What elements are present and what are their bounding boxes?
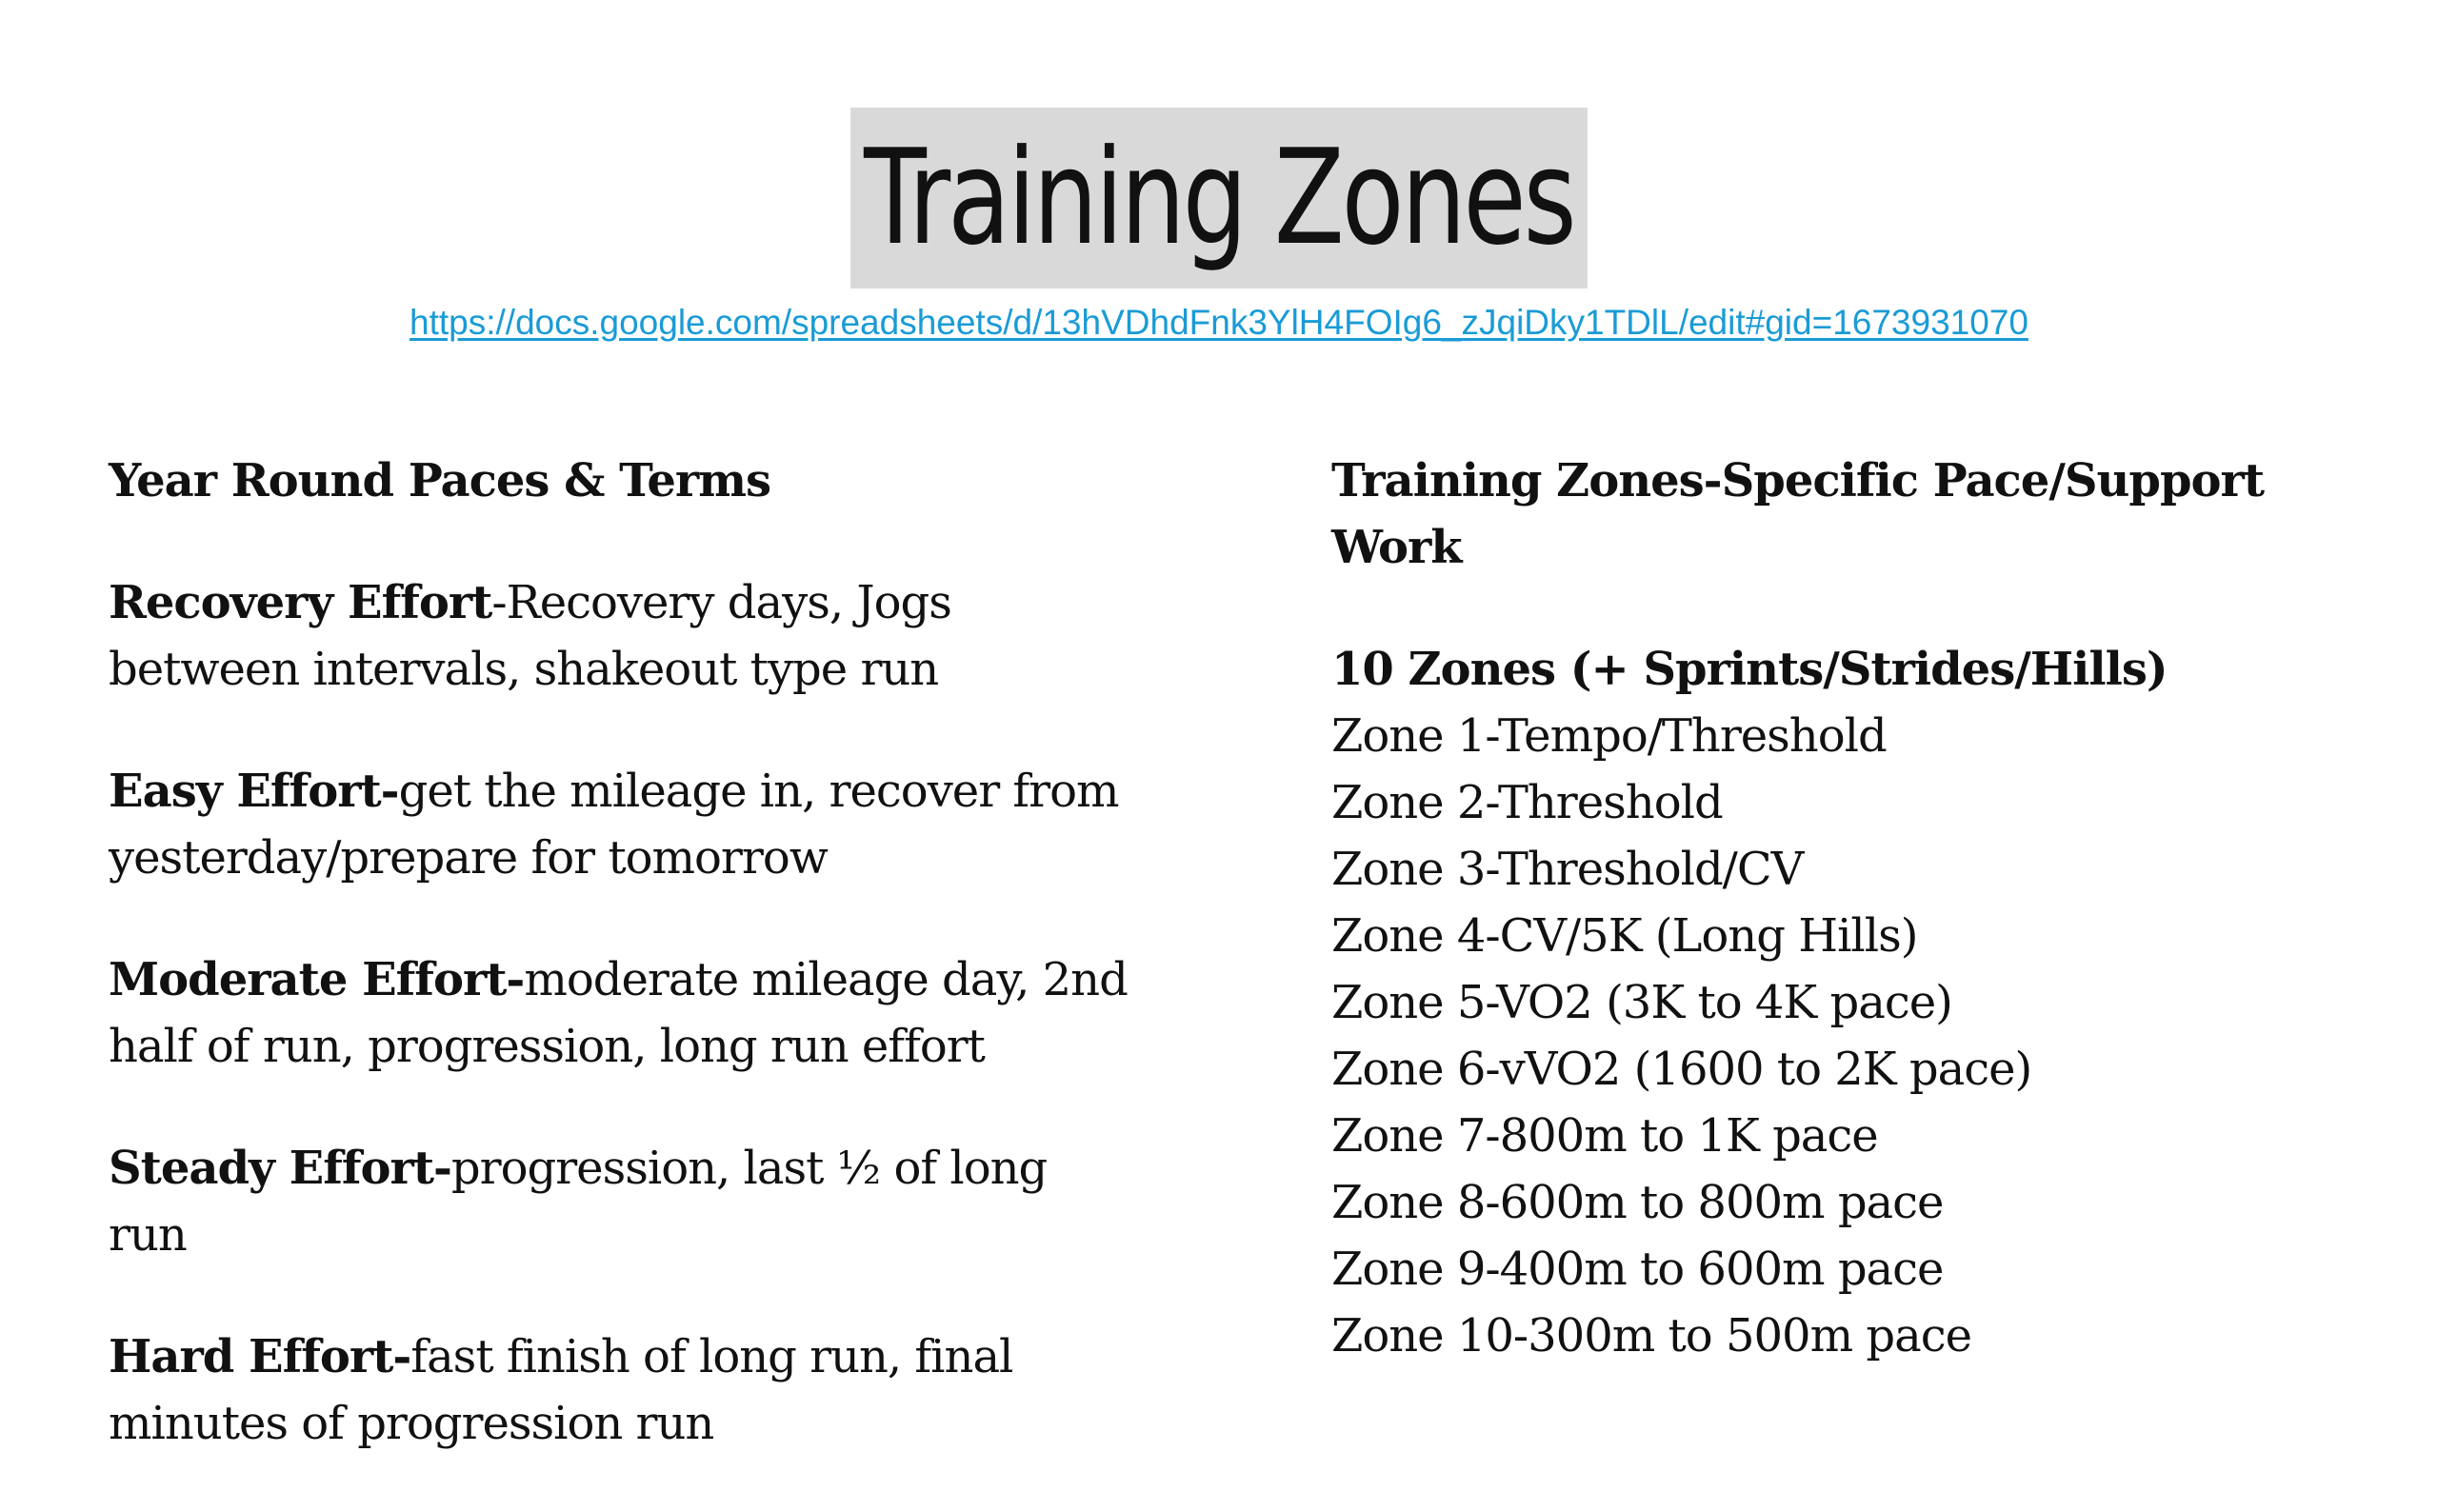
training-zones-column <box>1331 448 2379 1369</box>
term-description: progression, last ½ of long run <box>109 1142 1048 1262</box>
list-item: Zone 5-VO2 (3K to 4K pace) <box>1331 976 1952 1029</box>
title-container <box>0 108 2438 288</box>
list-item: Zone 2-Threshold <box>1331 776 1723 829</box>
spreadsheet-link[interactable]: https://docs.google.com/spreadsheets/d/13hVDhdFnk3YlH4FOIg6_zJqiDky1TDlL/edit#gid=1673931070 <box>410 303 2028 342</box>
term-moderate-effort <box>109 946 1137 1080</box>
page-title: Training Zones <box>850 108 1587 288</box>
term-hard-effort <box>109 1323 1137 1457</box>
year-round-paces-column <box>109 448 1137 1512</box>
term-easy-effort <box>109 758 1137 891</box>
term-steady-effort <box>109 1135 1137 1268</box>
term-label: Hard Effort- <box>109 1330 411 1383</box>
list-item: Zone 10-300m to 500m pace <box>1331 1309 1971 1363</box>
list-item: Zone 9-400m to 600m pace <box>1331 1243 1944 1296</box>
year-round-paces-heading: Year Round Paces & Terms <box>109 454 771 507</box>
term-description: -Recovery days, Jogs between intervals, shakeout type run <box>109 576 951 696</box>
term-description: fast finish of long run, final minutes of progression run <box>109 1330 1013 1450</box>
list-item: Zone 8-600m to 800m pace <box>1331 1176 1944 1229</box>
term-recovery-effort <box>109 569 1137 703</box>
list-item: Zone 7-800m to 1K pace <box>1331 1109 1878 1163</box>
list-item: Zone 4-CV/5K (Long Hills) <box>1331 909 1918 963</box>
list-item: Zone 6-vVO2 (1600 to 2K pace) <box>1331 1043 2032 1096</box>
training-zones-heading: Training Zones-Specific Pace/Support Work <box>1331 454 2265 574</box>
term-label: Steady Effort- <box>109 1142 451 1195</box>
list-item: Zone 1-Tempo/Threshold <box>1331 709 1887 763</box>
zone-list <box>1331 703 2379 1369</box>
zones-subheading: 10 Zones (+ Sprints/Strides/Hills) <box>1331 643 2168 696</box>
list-item: Zone 3-Threshold/CV <box>1331 843 1804 896</box>
term-label: Easy Effort- <box>109 765 399 818</box>
link-container <box>0 303 2438 343</box>
term-description: moderate mileage day, 2nd half of run, progression, long run effort <box>109 953 1128 1073</box>
term-label: Recovery Effort <box>109 576 492 629</box>
term-description: get the mileage in, recover from yesterday/prepare for tomorrow <box>109 765 1119 885</box>
term-label: Moderate Effort- <box>109 953 525 1006</box>
